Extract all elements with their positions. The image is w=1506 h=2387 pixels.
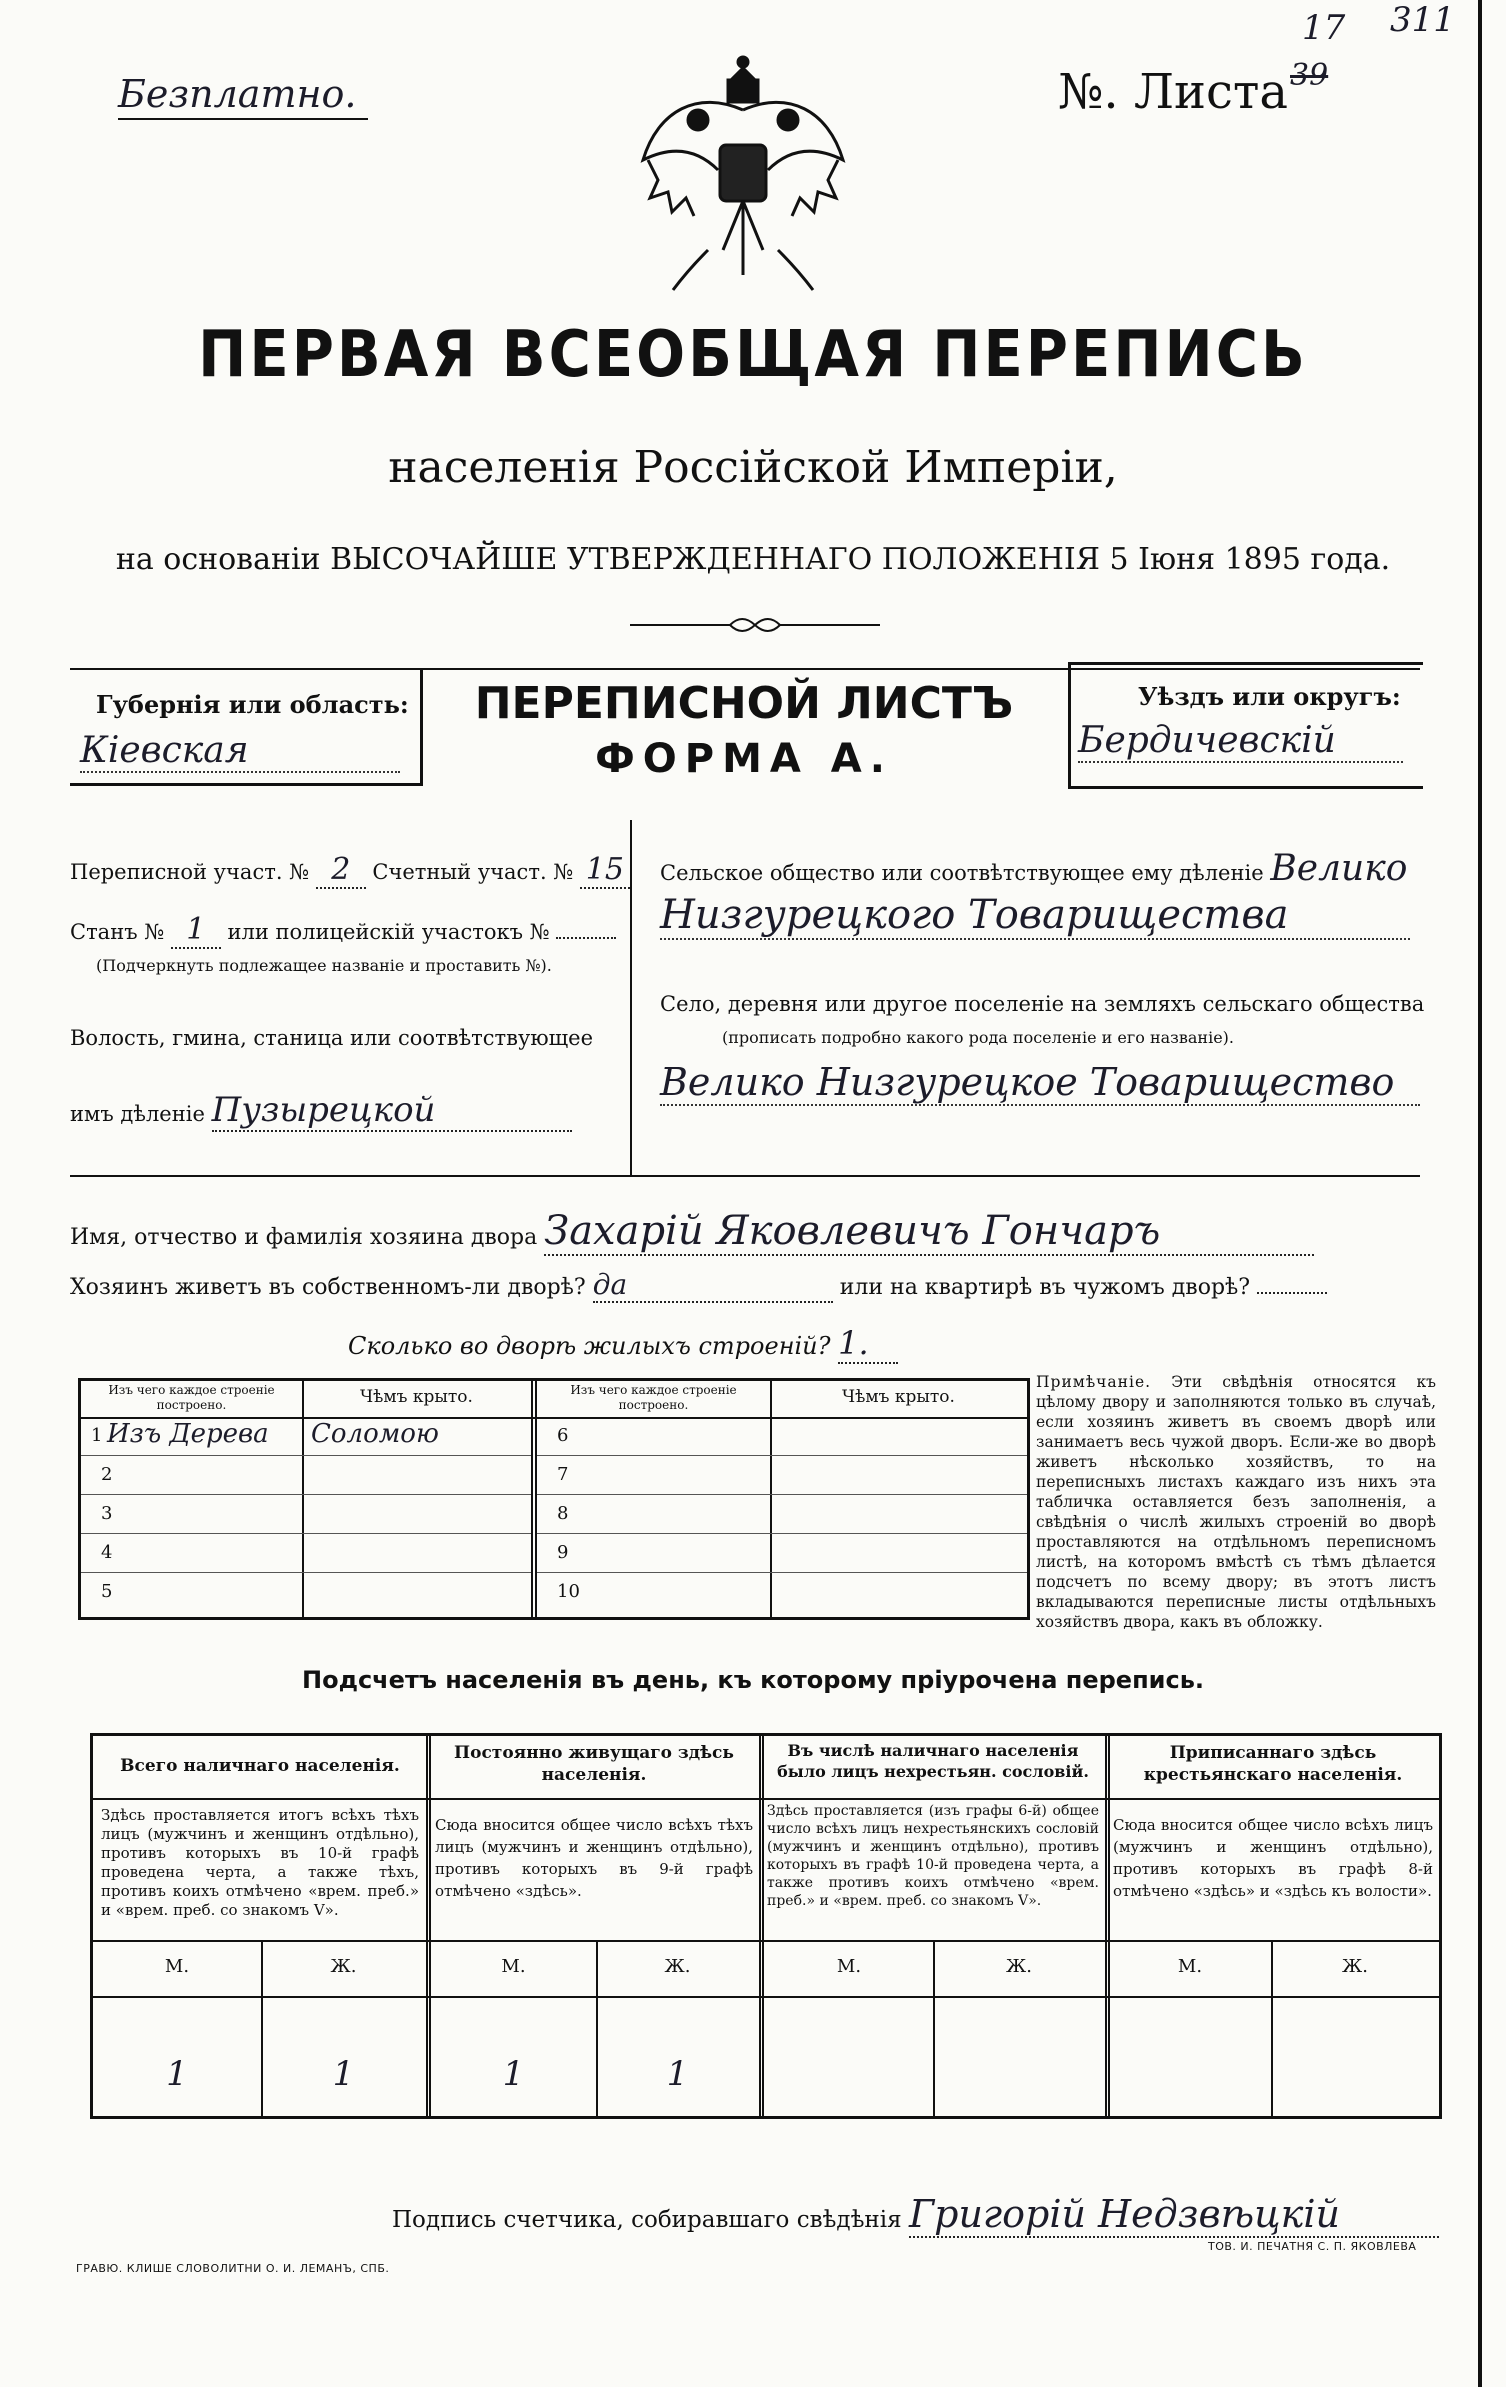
province-label: Губернія или область: <box>96 690 409 719</box>
buildings-label: Сколько во дворѣ жилыхъ строеній? <box>348 1332 831 1360</box>
province-value: Кіевская <box>80 730 400 773</box>
pop-col1-m-value: 1 <box>166 2054 188 2094</box>
count-area-value: 15 <box>580 852 630 889</box>
table-row: 4 <box>81 1534 531 1573</box>
table-row: 9 <box>537 1534 1027 1573</box>
note-block <box>1036 1372 1436 1632</box>
signature-value: Григорій Недзвѣцкій <box>909 2192 1439 2238</box>
census-area-label: Переписной участ. № <box>70 860 310 884</box>
population-table <box>90 1733 1442 2119</box>
table-row: 6 <box>537 1417 1027 1456</box>
society-value: Велико <box>1270 848 1408 889</box>
col-roof-right: Чѣмъ крыто. <box>842 1387 955 1407</box>
society-label: Сельское общество или соотвѣтствующее ему дѣленіе <box>660 861 1264 885</box>
pop-col1-m-label: М. <box>164 1956 190 1977</box>
pop-col3-f-label: Ж. <box>1006 1956 1032 1977</box>
footer-right: ТОВ. И. ПЕЧАТНЯ С. П. ЯКОВЛЕВА <box>1208 2240 1417 2253</box>
signature-label: Подпись счетчика, собиравшаго свѣдѣнія <box>392 2207 902 2233</box>
village-note: (прописать подробно какого рода поселеніе и его названіе). <box>722 1028 1234 1047</box>
volost-row <box>70 1090 572 1132</box>
owner-rented-label: или на квартирѣ въ чужомъ дворѣ? <box>839 1275 1251 1300</box>
buildings-table <box>78 1378 1030 1620</box>
pop-col3-m-label: М. <box>836 1956 862 1977</box>
police-label: или полицейскій участокъ № <box>227 920 550 944</box>
pop-col1-header: Всего наличнаго населенія. <box>120 1756 400 1776</box>
free-underline <box>118 118 368 120</box>
pop-col1-desc: Здѣсь проставляется итогъ всѣхъ тѣхъ лицъ (мужчинъ и женщинъ отдѣльно), противъ которыхъ въ 10-й графѣ проведена черта, а также тѣхъ, противъ коихъ отмѣчено «врем. преб.» и «врем. преб. со знакомъ V». <box>101 1806 419 1919</box>
stan-value: 1 <box>171 912 221 949</box>
owner-rented-value <box>1257 1292 1327 1294</box>
society-value-2: Низгурецкого Товарищества <box>660 892 1410 940</box>
volost-label: Волость, гмина, станица или соотвѣтствующее <box>70 1026 594 1050</box>
volost-value: Пузырецкой <box>212 1090 572 1132</box>
stan-label: Станъ № <box>70 920 165 944</box>
village-value: Велико Низгурецкое Товарищество <box>660 1060 1420 1106</box>
owner-name-row <box>70 1208 1314 1256</box>
owner-lives-label: Хозяинъ живетъ въ собственномъ-ли дворѣ? <box>70 1275 586 1300</box>
legal-basis: на основаніи ВЫСОЧАЙШЕ УТВЕРЖДЕННАГО ПОЛОЖЕНІЯ 5 Іюня 1895 года. <box>115 542 1391 577</box>
fields-bottom-line <box>70 1175 1420 1177</box>
pop-col4-m-label: М. <box>1177 1956 1203 1977</box>
pop-col2-f-label: Ж. <box>664 1956 691 1977</box>
owner-lives-row <box>70 1268 1327 1303</box>
page-title: ПЕРВАЯ ВСЕОБЩАЯ ПЕРЕПИСЬ <box>198 318 1308 392</box>
pop-col4-header: Приписаннаго здѣсь крестьянскаго населенія. <box>1143 1743 1403 1785</box>
pop-col1-f-label: Ж. <box>330 1956 357 1977</box>
table-row: 2 <box>81 1456 531 1495</box>
owner-lives-value: да <box>593 1268 833 1303</box>
society-row <box>660 848 1407 889</box>
sheet-number-label: №. Листа <box>1058 64 1289 120</box>
census-area-row <box>70 852 630 889</box>
count-area-label: Счетный участ. № <box>372 860 574 884</box>
volost-label-2: имъ дѣленіе <box>70 1102 205 1126</box>
note-text: Эти свѣдѣнія относятся къ цѣлому двору и заполняются только въ случаѣ, если хозяинъ живетъ въ своемъ дворѣ или занимаетъ весь чужой дворъ. Если-же во дворѣ живетъ нѣсколько хозяйствъ, то на переписныхъ листахъ каждаго изъ нихъ эта табличка оставляется безъ заполненія, а свѣдѣнія о числѣ жилыхъ строеній во дворѣ проставляются на отдѣльномъ переписномъ листѣ, на которомъ вмѣстѣ съ тѣмъ дѣлается подсчетъ по всему двору; въ этотъ листъ вкладываются переписные листы отдѣльныхъ хозяйствъ двора, какъ въ обложку. <box>1036 1373 1436 1631</box>
pop-col4-f-label: Ж. <box>1342 1956 1368 1977</box>
form-subtitle: ФОРМА А. <box>595 736 893 782</box>
buildings-right-rows <box>537 1417 1027 1611</box>
district-label: Уѣздъ или округъ: <box>1138 682 1401 711</box>
footer-left: ГРАВЮ. КЛИШЕ СЛОВОЛИТНИ О. И. ЛЕМАНЪ, СПБ. <box>76 2262 390 2275</box>
table-row: 1 Изъ Дерева Соломою <box>81 1417 531 1456</box>
pop-col4-desc: Сюда вносится общее число всѣхъ лицъ (мужчинъ и женщинъ отдѣльно), противъ которыхъ въ графѣ 8-й отмѣчено «здѣсь» и «здѣсь къ волости». <box>1113 1816 1433 1900</box>
pop-col2-m-value: 1 <box>502 2054 525 2094</box>
sheet-number-value: 17 <box>1302 8 1346 48</box>
stan-row <box>70 912 616 949</box>
note-title: Примѣчаніе. <box>1036 1373 1152 1391</box>
buildings-left-rows <box>81 1417 531 1611</box>
signature-row <box>392 2192 1439 2238</box>
table-row: 8 <box>537 1495 1027 1534</box>
pop-col3-header: Въ числѣ наличнаго населенія было лицъ нехрестьян. сословій. <box>777 1741 1089 1781</box>
table-row: 3 <box>81 1495 531 1534</box>
owner-name-value: Захарій Яковлевичъ Гончаръ <box>544 1208 1314 1256</box>
pop-col2-header: Постоянно живущаго здѣсь населенія. <box>454 1743 734 1785</box>
page-subtitle: населенія Россійской Имперіи, <box>388 442 1118 493</box>
police-value <box>556 937 616 939</box>
owner-name-label: Имя, отчество и фамилія хозяина двора <box>70 1225 538 1250</box>
double-headed-eagle-emblem <box>628 50 858 300</box>
ornament-divider <box>630 610 880 640</box>
underline-note: (Подчеркнуть подлежащее названіе и проставить №). <box>96 956 552 975</box>
form-title: ПЕРЕПИСНОЙ ЛИСТЪ <box>474 678 1014 729</box>
pop-col2-desc: Сюда вносится общее число всѣхъ тѣхъ лицъ (мужчинъ и женщинъ отдѣльно), противъ которыхъ въ 9-й графѣ отмѣчено «здѣсь». <box>435 1816 753 1900</box>
buildings-row <box>348 1324 898 1364</box>
village-label: Село, деревня или другое поселеніе на земляхъ сельскаго общества <box>660 992 1425 1016</box>
table-row: 10 <box>557 1581 580 1602</box>
fields-divider <box>630 820 632 1175</box>
census-area-value: 2 <box>316 852 366 889</box>
table-row: 7 <box>537 1456 1027 1495</box>
population-title: Подсчетъ населенія въ день, къ которому пріурочена перепись. <box>302 1666 1204 1694</box>
buildings-value: 1. <box>838 1324 898 1364</box>
pop-col2-f-value: 1 <box>666 2054 689 2094</box>
district-value: Бердичевскій <box>1078 720 1403 763</box>
col-material-right: Изъ чего каждое строеніе построено. <box>570 1383 737 1412</box>
pop-col3-desc: Здѣсь проставляется (изъ графы 6-й) общее число всѣхъ лицъ нехрестьянскихъ сословій (мужчинъ и женщинъ отдѣльно), противъ которыхъ въ графѣ 10-й проведена черта, а также противъ коихъ отмѣчено «врем. преб.» и «врем. преб. со знакомъ V». <box>767 1803 1099 1909</box>
corner-number: 311 <box>1390 0 1455 40</box>
pop-col1-f-value: 1 <box>332 2054 355 2094</box>
col-material-left: Изъ чего каждое строеніе построено. <box>108 1383 275 1412</box>
table-row: 5 <box>101 1581 113 1602</box>
col-roof-left: Чѣмъ крыто. <box>360 1387 473 1407</box>
free-label: Безплатно. <box>118 72 357 116</box>
pop-col2-m-label: М. <box>501 1956 526 1977</box>
sheet-number-struck: 39 <box>1290 58 1329 93</box>
